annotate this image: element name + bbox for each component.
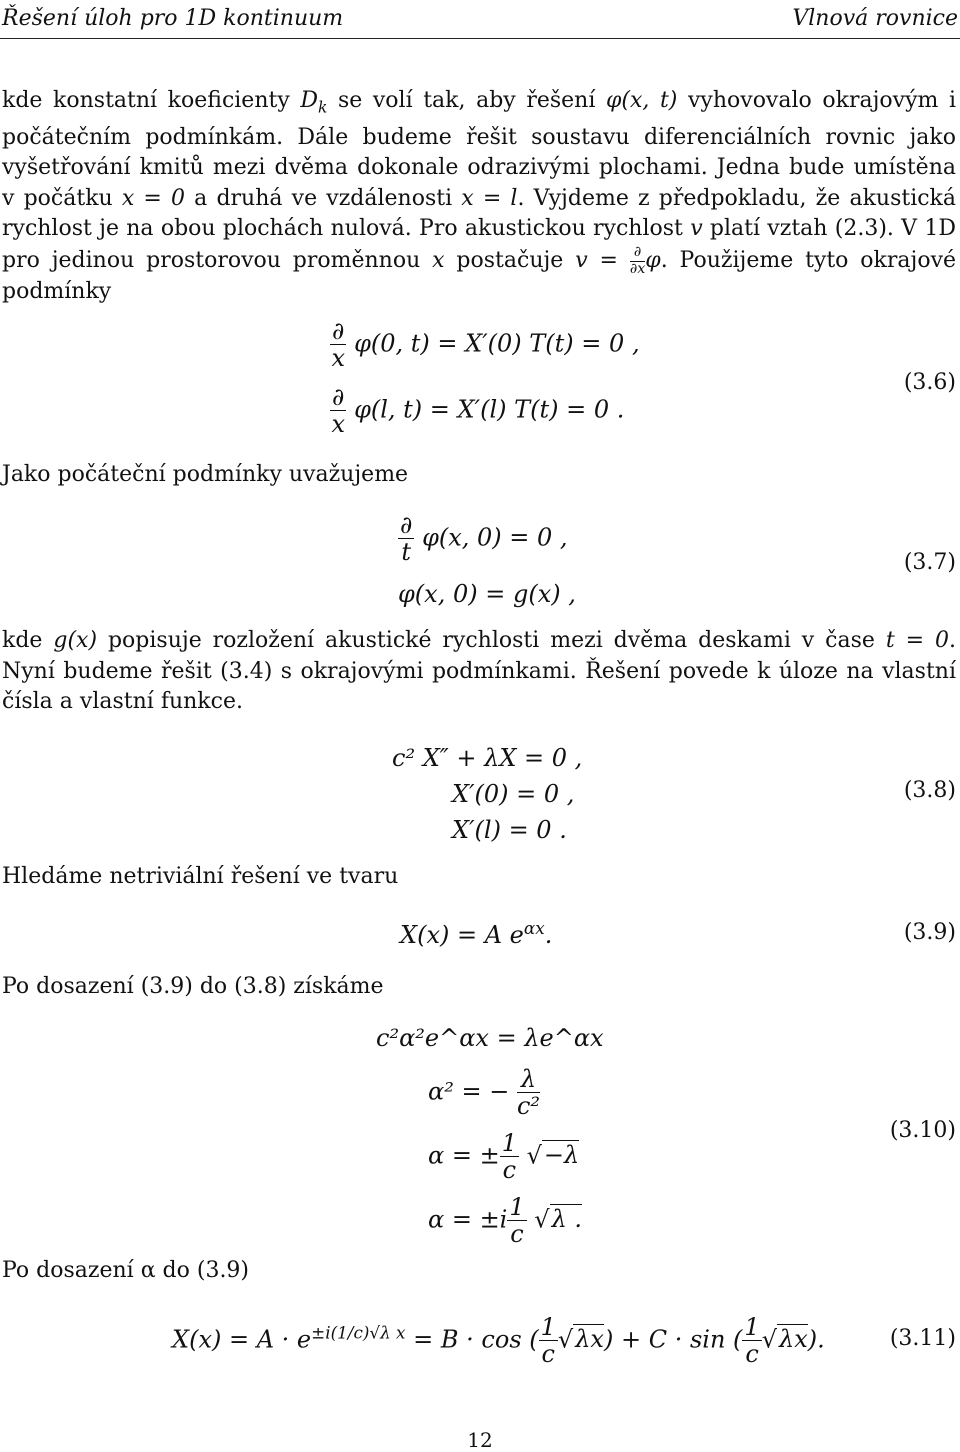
equation-number-3-10: (3.10)	[889, 1118, 956, 1143]
text-initial-conditions: Jako počáteční podmínky uvažujeme	[2, 462, 409, 487]
running-header-left: Řešení úloh pro 1D kontinuum	[2, 6, 344, 31]
running-header-right: Vlnová rovnice	[792, 6, 958, 31]
paragraph-eigen: kde g(x) popisuje rozložení akustické rychlosti mezi dvěma deskami v čase t = 0. Nyní budeme řešit (3.4) s okrajovými podmínkami. Řešení povede k úloze na vlastní čísla a vlastní funkce.	[2, 628, 956, 714]
equation-3-10: c²α²e^αx = λe^αx α² = − $\frac{\lambda}{\text{c²}}$ α = ± $\frac{1}{c}$ √−λ α = ±i $\frac{1}{c}$ √λ .	[376, 1024, 604, 1248]
text-substitution: Po dosazení (3.9) do (3.8) získáme	[2, 974, 384, 999]
equation-number-3-8: (3.8)	[903, 778, 956, 803]
equation-3-6: ∂ x φ(0, t) = X′(0) T(t) = 0 , ∂ x φ(l, t) = X′(l) T(t) = 0 .	[331, 317, 640, 439]
paragraph-intro: kde konstatní koeficienty $D_k$ se volí tak, aby řešení φ(x, t) vyhovovalo okrajovým i počátečním podmínkám. Dále budeme řešit soustavu diferenciálních rovnic jako vyšetřování kmitů mezi dvěma dokonale odrazivými plochami. Jedna bude umístěna v počátku x = 0 a druhá ve vzdálenosti x = l. Vyjdeme z předpokladu, že akustická rychlost je na obou plochách nulová. Pro akustickou rychlost v platí vztah (2.3). V 1D pro jedinou prostorovou proměnnou x postačuje v = ∂ ∂x φ. Použijeme tyto okrajové podmínky	[2, 88, 957, 305]
equation-3-9: X(x) = A $e^{\alpha x}$.	[400, 918, 553, 949]
header-rule	[0, 38, 960, 39]
equation-number-3-11: (3.11)	[889, 1326, 956, 1351]
equation-number-3-6: (3.6)	[903, 370, 956, 395]
text-substitution-alpha: Po dosazení α do (3.9)	[2, 1258, 250, 1283]
equation-number-3-9: (3.9)	[903, 920, 956, 945]
equation-number-3-7: (3.7)	[903, 550, 956, 575]
text-search-form: Hledáme netriviální řešení ve tvaru	[2, 864, 399, 889]
equation-3-11: $X(x) = A \cdot e^{\pm i(1/c)√\lambda x} = B \cdot \cos$ ( $\frac{1}{c}$ √λx) + C · sin ( $\frac{1}{c}$ √λx).	[172, 1313, 825, 1369]
equation-3-7: ∂ t φ(x, 0) = 0 , φ(x, 0) = g(x) ,	[398, 511, 576, 608]
page-number: 12	[467, 1428, 493, 1452]
equation-3-8: c² X″ + λX = 0 , X′(0) = 0 , X′(l) = 0 .	[392, 744, 583, 844]
